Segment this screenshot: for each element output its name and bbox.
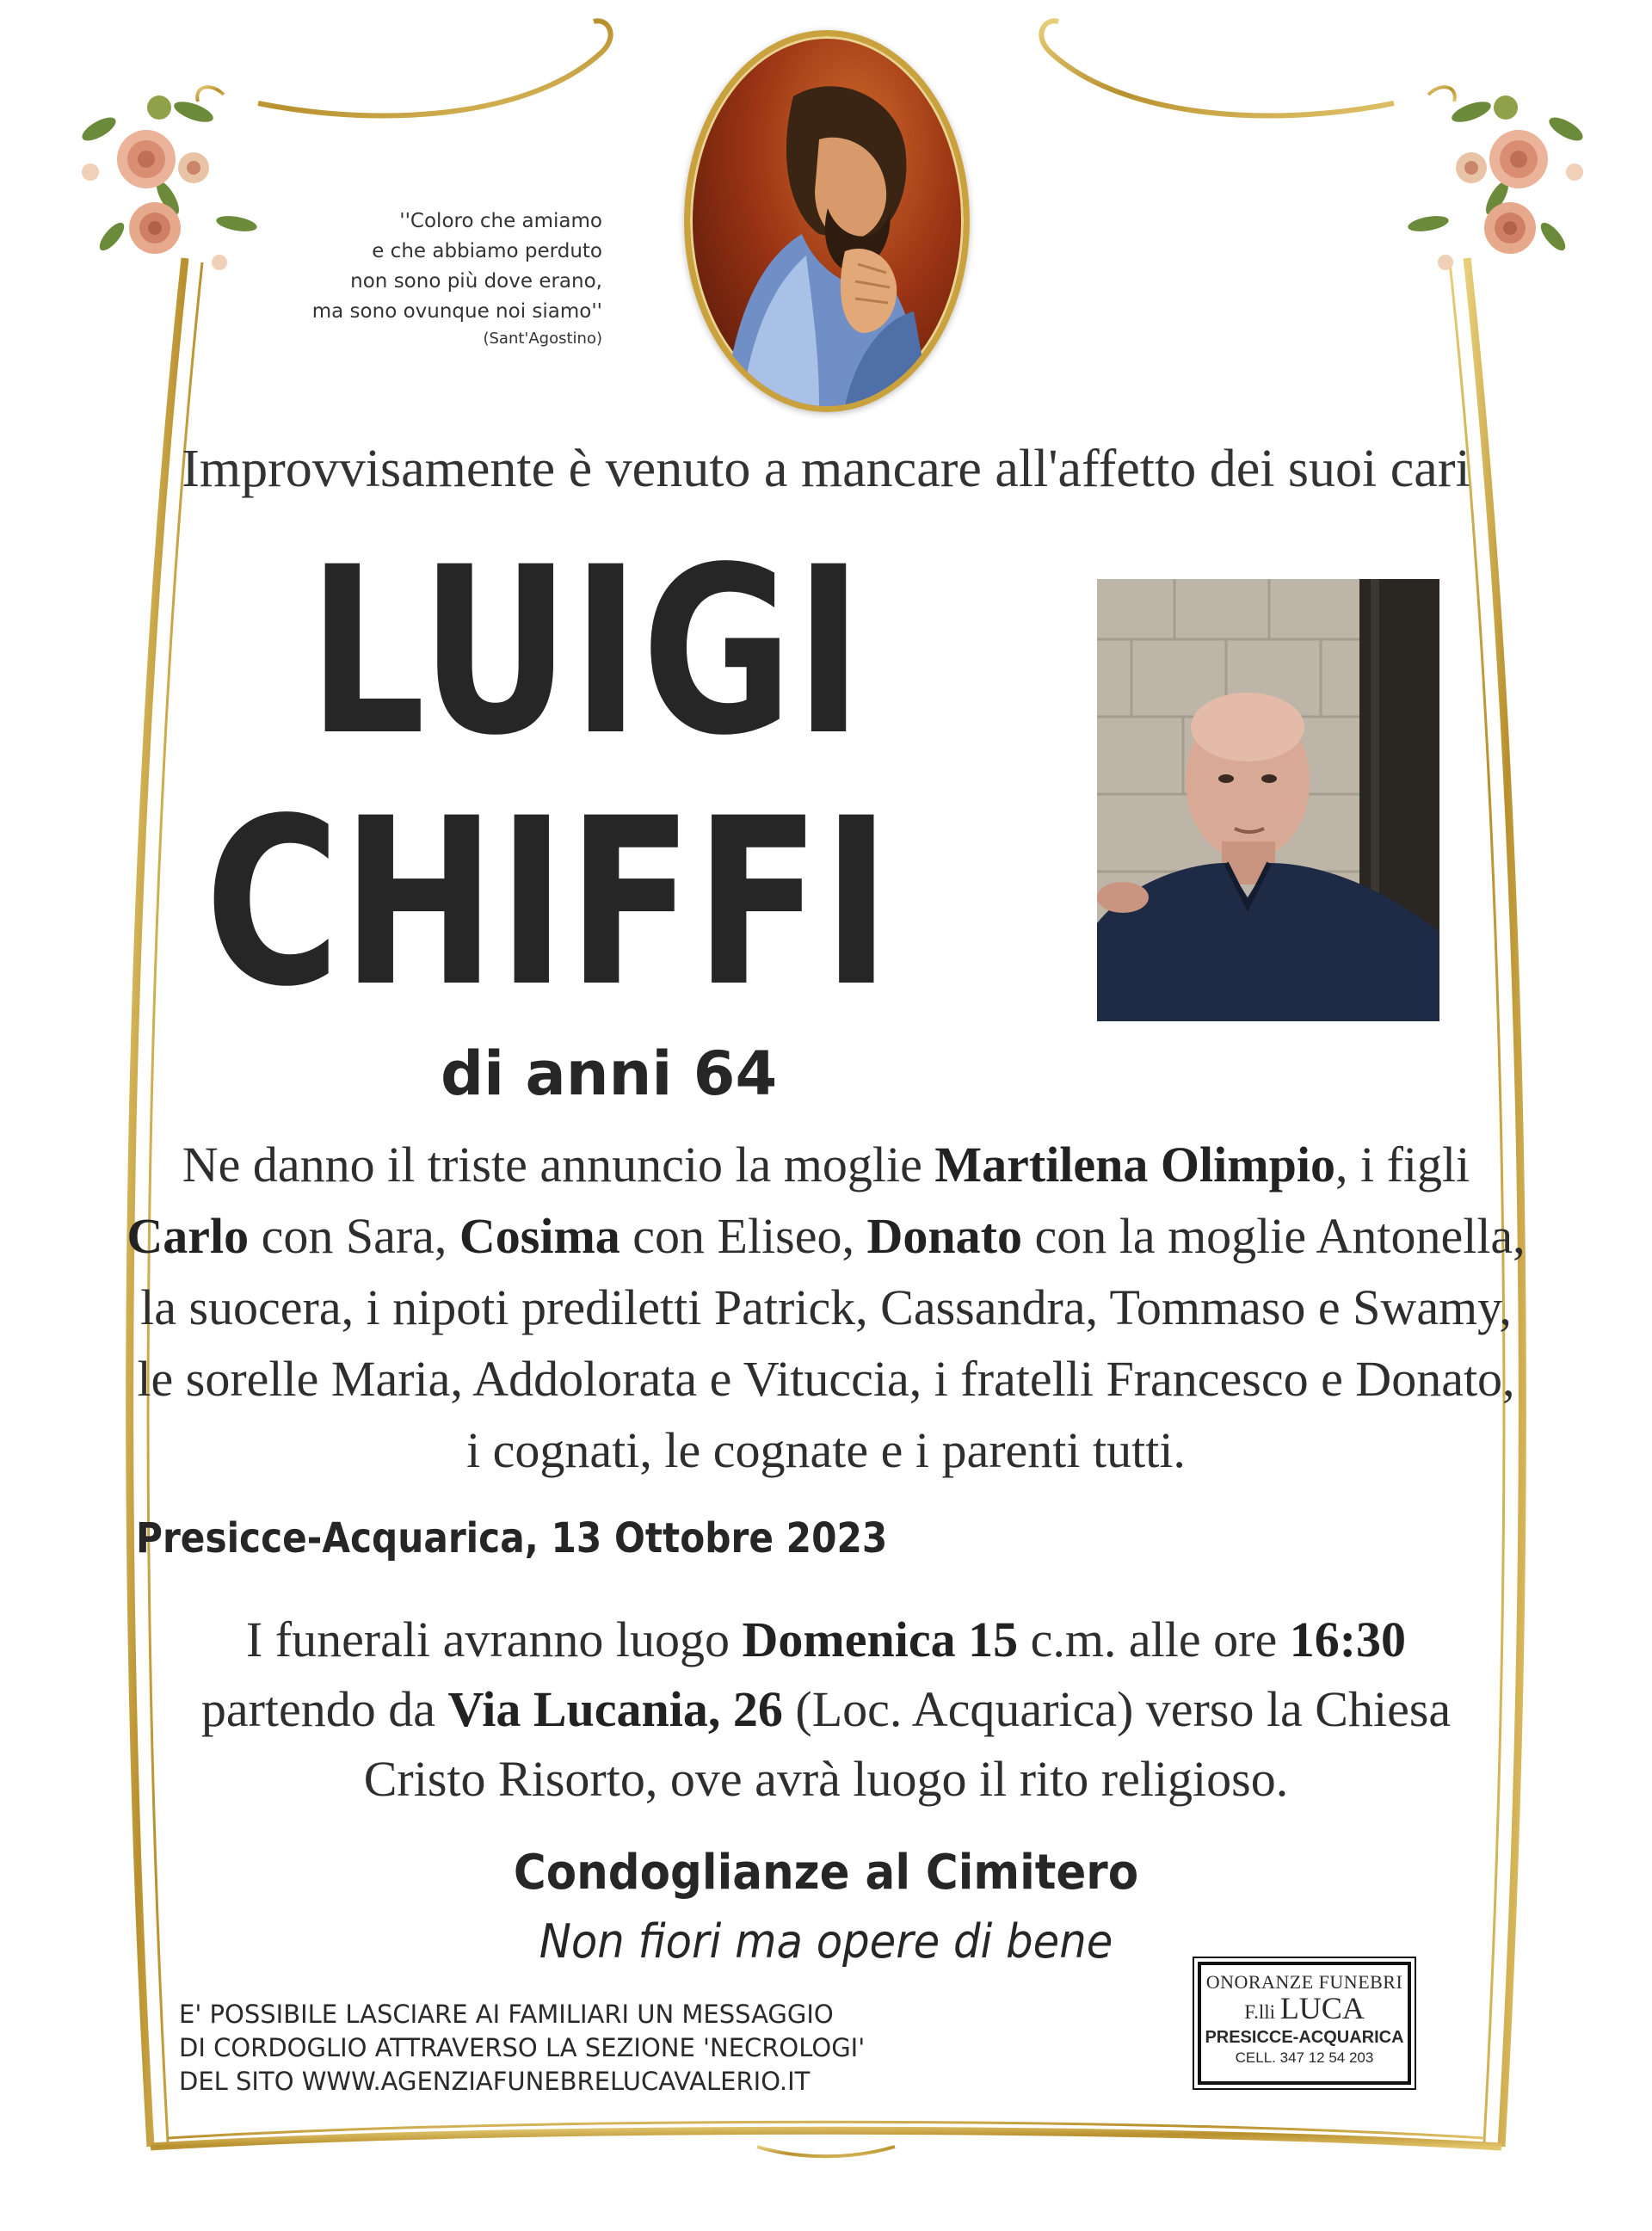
funeral-address: Via Lucania, 26: [447, 1681, 783, 1737]
child-name: Carlo: [126, 1208, 250, 1264]
online-message-notice: [179, 1998, 953, 2098]
funeral-time: 16:30: [1289, 1612, 1407, 1667]
notice-line: E' POSSIBILE LASCIARE AI FAMILIARI UN MESSAGGIO: [179, 2000, 834, 2029]
quote-line: non sono più dove erano,: [350, 270, 602, 293]
announce-segment: con Eliseo,: [620, 1208, 867, 1264]
child-name: Cosima: [459, 1208, 620, 1264]
quote-line: ''Coloro che amiamo: [399, 210, 602, 232]
funeral-segment: I funerali avranno luogo: [245, 1612, 743, 1667]
flowers-right-icon: [1377, 77, 1600, 301]
announce-segment: Ne danno il triste annuncio la moglie: [182, 1137, 935, 1193]
funeral-segment: c.m. alle ore: [1018, 1612, 1290, 1667]
company-prefix: F.lli: [1244, 2001, 1280, 2023]
announce-segment: con la moglie Antonella,: [1021, 1208, 1526, 1264]
praying-figure-icon: [690, 36, 964, 406]
funeral-segment: (Loc. Acquarica) verso la Chiesa: [782, 1681, 1452, 1737]
deceased-photo: [1097, 579, 1439, 1021]
quote-block: [258, 206, 602, 351]
funeral-segment: partendo da: [200, 1681, 448, 1737]
quote-source: (Sant'Agostino): [483, 330, 602, 348]
age-text: di anni 64: [441, 1038, 778, 1109]
praying-christ-medallion: [684, 30, 970, 412]
announce-segment: , i figli: [1335, 1137, 1470, 1193]
notice-line: DEL SITO WWW.AGENZIAFUNEBRELUCAVALERIO.IT: [179, 2067, 811, 2096]
intro-text: Improvvisamente è venuto a mancare all'affetto dei suoi cari: [182, 440, 1470, 498]
flowers-left-icon: [65, 77, 288, 301]
portrait-image-icon: [1097, 579, 1439, 1021]
company-phone: CELL. 347 12 54 203: [1235, 2049, 1374, 2066]
funeral-home-badge: [1198, 1962, 1411, 2085]
announce-line: la suocera, i nipoti prediletti Patrick, Cassandra, Tommaso e Swamy,: [140, 1279, 1512, 1335]
funeral-day: Domenica 15: [742, 1612, 1019, 1667]
notice-line: DI CORDOGLIO ATTRAVERSO LA SEZIONE 'NECROLOGI': [179, 2033, 866, 2062]
funeral-details: [103, 1605, 1549, 1814]
announce-line: i cognati, le cognate e i parenti tutti.: [466, 1422, 1186, 1478]
company-line1: ONORANZE FUNEBRI: [1205, 1971, 1403, 1993]
funeral-line: Cristo Risorto, ove avrà luogo il rito religioso.: [363, 1751, 1289, 1807]
wife-name: Martilena Olimpio: [934, 1137, 1335, 1193]
no-flowers-note: Non fiori ma opere di bene: [539, 1914, 1113, 1969]
company-name: LUCA: [1279, 1991, 1365, 2025]
announcement-text: [103, 1129, 1549, 1486]
child-name: Donato: [866, 1208, 1022, 1264]
quote-line: e che abbiamo perduto: [372, 240, 602, 262]
company-city: PRESICCE-ACQUARICA: [1205, 2028, 1404, 2047]
first-name: LUIGI: [308, 518, 865, 786]
place-date: Presicce-Acquarica, 13 Ottobre 2023: [136, 1514, 888, 1562]
quote-line: ma sono ovunque noi siamo'': [311, 300, 602, 323]
announce-line: le sorelle Maria, Addolorata e Vituccia, i fratelli Francesco e Donato,: [137, 1351, 1515, 1407]
last-name: CHIFFI: [205, 769, 892, 1038]
company-name-row: [1201, 1991, 1408, 2027]
condolences-heading: Condoglianze al Cimitero: [513, 1845, 1139, 1901]
announce-segment: con Sara,: [249, 1208, 459, 1264]
